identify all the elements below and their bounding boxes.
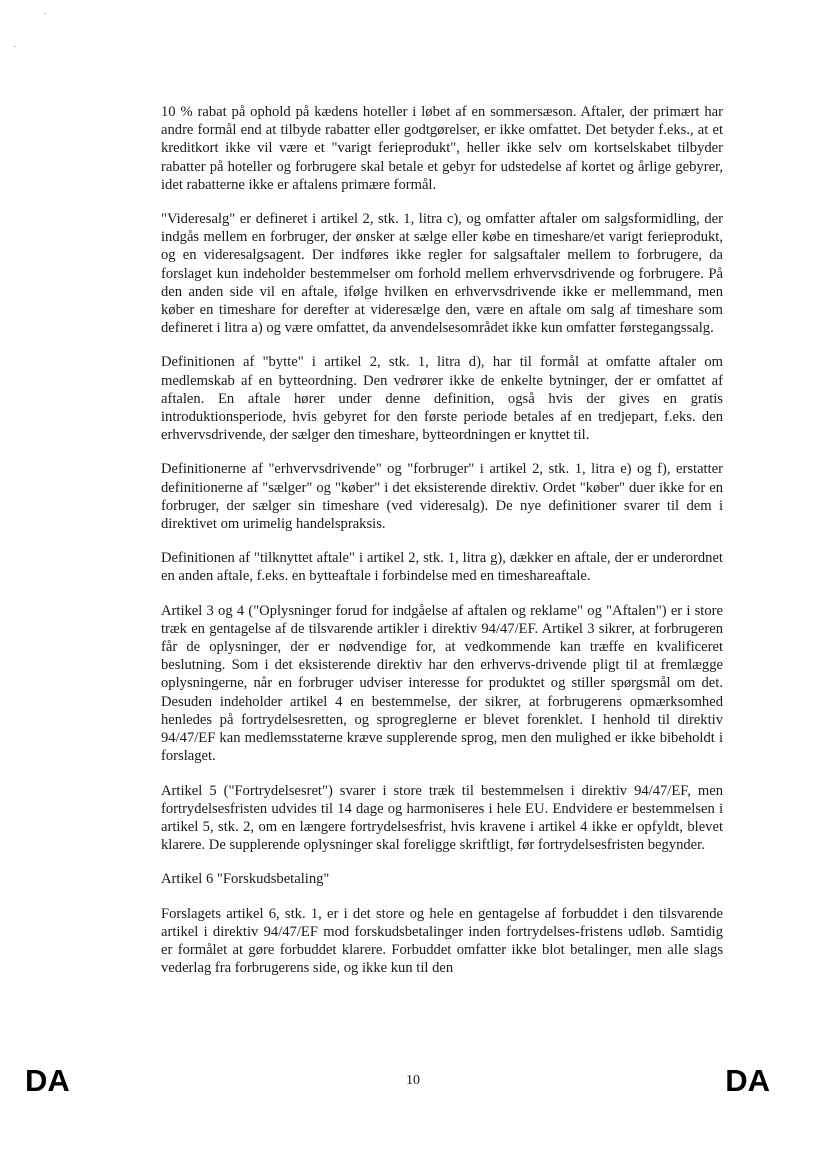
paragraph: 10 % rabat på ophold på kædens hoteller i løbet af en sommersæson. Aftaler, der primært har andre formål end at tilbyde rabatter eller godtgørelser, er ikke omfattet. Det betyder f.eks., at et kreditkort ikke vil være et "varigt ferieprodukt", heller ikke selv om kortselskabet tilbyder rabatter på hoteller og forbrugere skal betale et gebyr for udstedelse af kortet og årlige gebyrer, idet rabatterne ikke er aftalens primære formål. (161, 104, 723, 193)
paragraph: "Videresalg" er defineret i artikel 2, stk. 1, litra c), og omfatter aftaler om salgsformidling, der indgås mellem en forbruger, der ønsker at sælge eller købe en timeshare/et varigt ferieprodukt, og en videresalgsagent. Der indføres ikke regler for salgsaftaler mellem to forbrugere, da forslaget kun indeholder bestemmelser om forhold mellem erhvervsdrivende og forbrugere. På den anden side vil en aftale, ifølge hvilken en erhvervsdrivende ikke er mellemmand, men køber en timeshare for derefter at videresælge den, være en aftale om salg af timeshare som defineret i litra a) og være omfattet, da anvendelsesområdet ikke kun omfatter førstegangssalg. (161, 211, 723, 337)
language-code-left: DA (25, 1063, 70, 1098)
paragraph: Definitionen af "tilknyttet aftale" i artikel 2, stk. 1, litra g), dækker en aftale, der er underordnet en anden aftale, f.eks. en bytteaftale i forbindelse med en timeshareaftale. (161, 550, 723, 585)
page-number: 10 (406, 1073, 420, 1088)
paragraph: Artikel 5 ("Fortrydelsesret") svarer i store træk til bestemmelsen i direktiv 94/47/EF, men fortrydelsesfristen udvides til 14 dage og harmoniseres i hele EU. Endvidere er bestemmelsen i artikel 5, stk. 2, om en længere fortrydelsesfrist, hvis kravene i artikel 4 ikke er opfyldt, blevet klarere. De supplerende oplysninger skal foreligge skriftligt, før fortrydelsesfristen begynder. (161, 782, 723, 854)
paragraph: Definitionen af "bytte" i artikel 2, stk. 1, litra d), har til formål at omfatte aftaler om medlemskab af en bytteordning. Den vedrører ikke de enkelte bytninger, der er omfattet af aftalen. En aftale hører under denne definition, også hvis der gives en gratis introduktionsperiode, hvis gebyret for den første periode betales af en tredjepart, f.eks. den erhvervsdrivende, der sælger den timeshare, bytteordningen er knyttet til. (161, 354, 723, 444)
paragraph: Forslagets artikel 6, stk. 1, er i det store og hele en gentagelse af forbuddet i den tilsvarende artikel i direktiv 94/47/EF mod forskudsbetalinger inden fortrydelses-fristens udløb. Samtidig er formålet at gøre forbuddet klarere. Forbuddet omfatter ikke blot betalinger, men alle slags vederlag fra forbrugerens side, og ikke kun til den (161, 905, 723, 977)
paragraph: Artikel 3 og 4 ("Oplysninger forud for indgåelse af aftalen og reklame" og "Aftalen") er i store træk en gentagelse af de tilsvarende artikler i direktiv 94/47/EF. Artikel 3 sikrer, at forbrugeren får de oplysninger, der er nødvendige for, at vedkommende kan træffe en kvalificeret beslutning. Som i det eksisterende direktiv har den erhvervs-drivende pligt til at fremlægge oplysningerne, når en forbruger udviser interesse for produktet og stiller spørgsmål om det. Desuden indeholder artikel 4 en bestemmelse, der sikrer, at forbrugerens opmærksomhed henledes på fortrydelsesretten, og sprogreglerne er blevet forenklet. I henhold til direktiv 94/47/EF kan medlemsstaterne kræve supplerende sprog, men den mulighed er ikke bibeholdt i forslaget. (161, 602, 723, 765)
document-body (161, 103, 723, 993)
section-heading: Artikel 6 "Forskudsbetaling" (161, 871, 330, 888)
scan-artifact (14, 46, 16, 47)
language-code-right: DA (725, 1063, 770, 1098)
paragraph: Definitionerne af "erhvervsdrivende" og "forbruger" i artikel 2, stk. 1, litra e) og f), erstatter definitionerne af "sælger" og "køber" i det eksisterende direktiv. Ordet "køber" duer ikke for en forbruger, der sælger sin timeshare (ved videresalg). De nye definitioner svarer til dem i direktivet om urimelig handelspraksis. (161, 461, 723, 533)
scan-artifact (44, 13, 46, 14)
